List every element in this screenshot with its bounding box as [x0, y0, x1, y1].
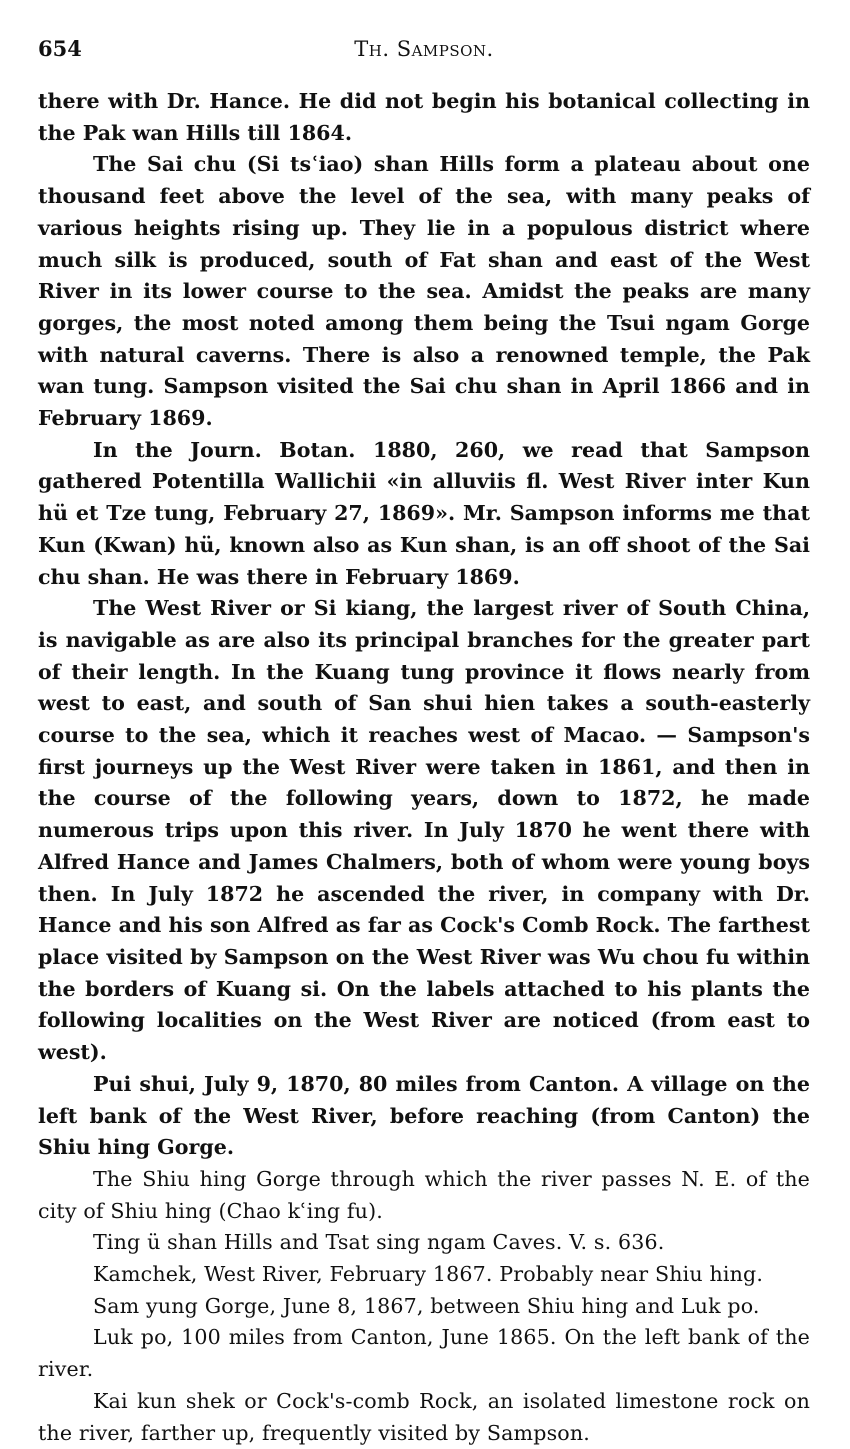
paragraph: Sam yung Gorge, June 8, 1867, between Shiu hing and Luk po.	[93, 1293, 760, 1318]
paragraph: there with Dr. Hance. He did not begin his botanical collecting in the Pak wan Hills till 1864.	[38, 89, 810, 145]
paragraph: In the Journ. Botan. 1880, 260, we read that Sampson gathered Potentilla Wallichii «in alluviis fl. West River inter Kun hü et Tze tung, February 27, 1869». Mr. Sampson informs me that Kun (Kwan) hü, known also as Kun shan, is an off shoot of the Sai chu shan. He was there in February 1869.	[38, 437, 810, 589]
paragraph: Luk po, 100 miles from Canton, June 1865. On the left bank of the river.	[38, 1325, 810, 1382]
paragraph: The Shiu hing Gorge through which the river passes N. E. of the city of Shiu hing (Chao kʿing fu).	[38, 1166, 810, 1223]
header-title: Th. Sampson.	[354, 37, 494, 61]
paragraph: Kamchek, West River, February 1867. Probably near Shiu hing.	[93, 1262, 764, 1287]
paragraph: Kai kun shek or Cock's-comb Rock, an isolated limestone rock on the river, farther up, frequently visited by Sampson.	[38, 1388, 810, 1445]
body-text	[38, 86, 810, 1449]
paragraph: Pui shui, July 9, 1870, 80 miles from Canton. A village on the left bank of the West River, before reaching (from Canton) the Shiu hing Gorge.	[38, 1071, 810, 1160]
paragraph: Ting ü shan Hills and Tsat sing ngam Caves. V. s. 636.	[93, 1230, 665, 1255]
page	[38, 30, 810, 1445]
page-number: 654	[38, 36, 82, 61]
running-head	[38, 30, 810, 68]
paragraph: The West River or Si kiang, the largest river of South China, is navigable as are also its principal branches for the greater part of their length. In the Kuang tung province it flows nearly from west to east, and south of San shui hien takes a south-easterly course to the sea, which it reaches west of Macao. — Sampson's first journeys up the West River were taken in 1861, and then in the course of the following years, down to 1872, he made numerous trips upon this river. In July 1870 he went there with Alfred Hance and James Chalmers, both of whom were young boys then. In July 1872 he ascended the river, in company with Dr. Hance and his son Alfred as far as Cock's Comb Rock. The farthest place visited by Sampson on the West River was Wu chou fu within the borders of Kuang si. On the labels attached to his plants the following localities on the West River are noticed (from east to west).	[38, 596, 810, 1065]
paragraph: The Sai chu (Si tsʿiao) shan Hills form a plateau about one thousand feet above the level of the sea, with many peaks of various heights rising up. They lie in a populous district where much silk is produced, south of Fat shan and east of the West River in its lower course to the sea. Amidst the peaks are many gorges, the most noted among them being the Tsui ngam Gorge with natural caverns. There is also a renowned temple, the Pak wan tung. Sampson visited the Sai chu shan in April 1866 and in February 1869.	[38, 152, 810, 431]
